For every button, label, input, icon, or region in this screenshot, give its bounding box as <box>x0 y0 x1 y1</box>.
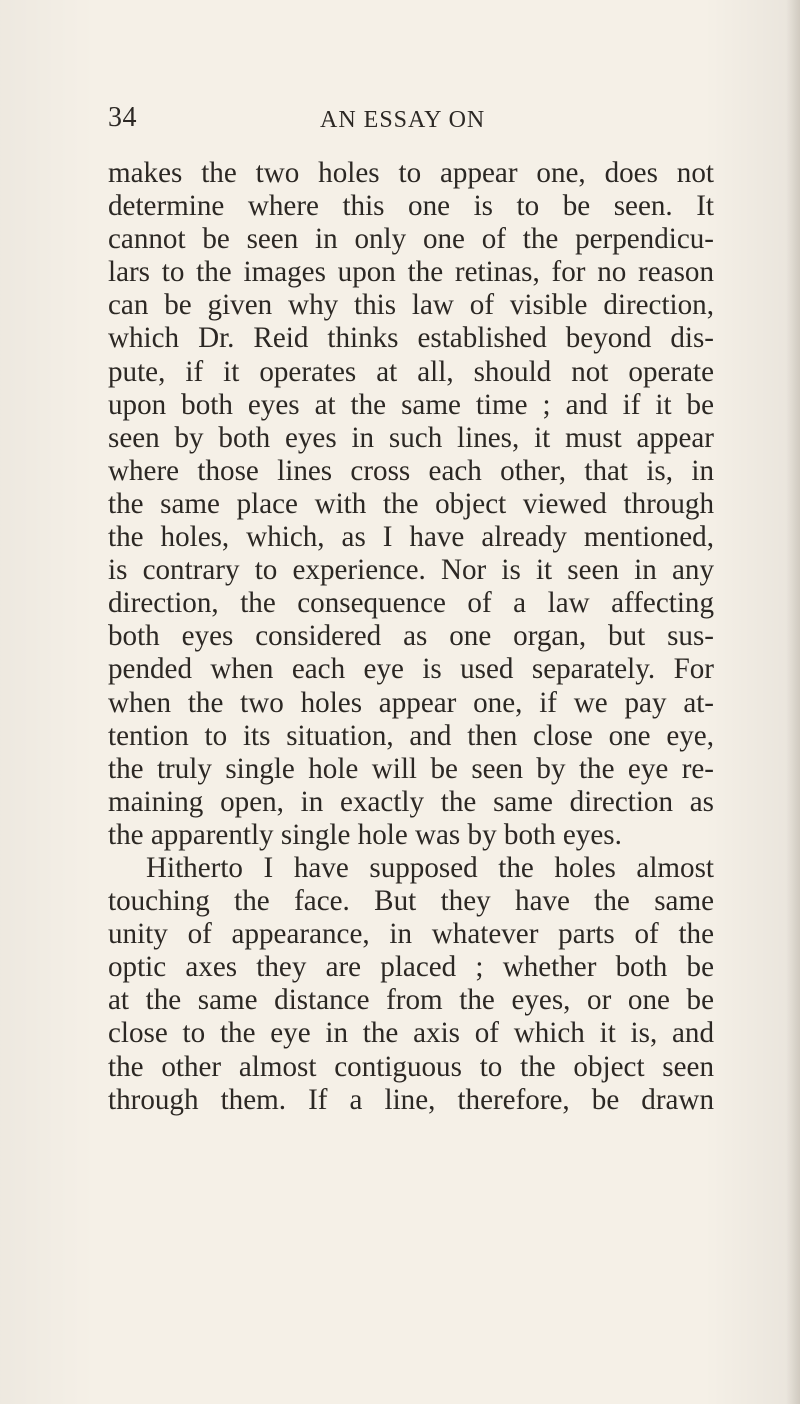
text-line: both eyes considered as one organ, but sus- <box>108 620 714 653</box>
text-line: optic axes they are placed ; whether both be <box>108 951 714 984</box>
text-line: through them. If a line, therefore, be drawn <box>108 1083 714 1116</box>
text-line: determine where this one is to be seen. It <box>108 190 714 223</box>
text-line: tention to its situation, and then close one eye, <box>108 719 714 752</box>
running-head: AN ESSAY ON <box>320 107 486 133</box>
body-text <box>108 157 714 1117</box>
text-line: is contrary to experience. Nor is it seen in any <box>108 554 714 587</box>
text-line: unity of appearance, in whatever parts of the <box>108 918 714 951</box>
text-line: direction, the consequence of a law affecting <box>108 587 714 620</box>
text-line: the other almost contiguous to the object seen <box>108 1050 714 1083</box>
text-line: the truly single hole will be seen by the eye re- <box>108 752 714 785</box>
text-line: seen by both eyes in such lines, it must appear <box>108 421 714 454</box>
page-number: 34 <box>108 102 137 133</box>
text-line: touching the face. But they have the same <box>108 885 714 918</box>
text-line: makes the two holes to appear one, does not <box>108 157 714 189</box>
text-line: lars to the images upon the retinas, for no reason <box>108 256 714 289</box>
text-line: can be given why this law of visible direction, <box>108 289 714 322</box>
text-line: at the same distance from the eyes, or one be <box>108 984 714 1017</box>
text-line: upon both eyes at the same time ; and if it be <box>108 388 714 421</box>
paragraph-start-line: Hitherto I have supposed the holes almost <box>146 851 714 884</box>
text-line: pended when each eye is used separately. For <box>108 653 714 686</box>
text-line: which Dr. Reid thinks established beyond dis- <box>108 322 714 355</box>
text-line: when the two holes appear one, if we pay at- <box>108 686 714 719</box>
paragraph-end-line: the apparently single hole was by both eyes. <box>108 818 622 851</box>
page-edge-shadow <box>786 0 800 1404</box>
text-line: cannot be seen in only one of the perpendicu- <box>108 223 714 256</box>
text-line: pute, if it operates at all, should not operate <box>108 355 714 388</box>
text-line: close to the eye in the axis of which it is, and <box>108 1017 714 1050</box>
text-line: where those lines cross each other, that is, in <box>108 454 714 487</box>
text-line: maining open, in exactly the same direction as <box>108 785 714 818</box>
text-line: the same place with the object viewed through <box>108 487 714 520</box>
text-line: the holes, which, as I have already mentioned, <box>108 521 714 554</box>
